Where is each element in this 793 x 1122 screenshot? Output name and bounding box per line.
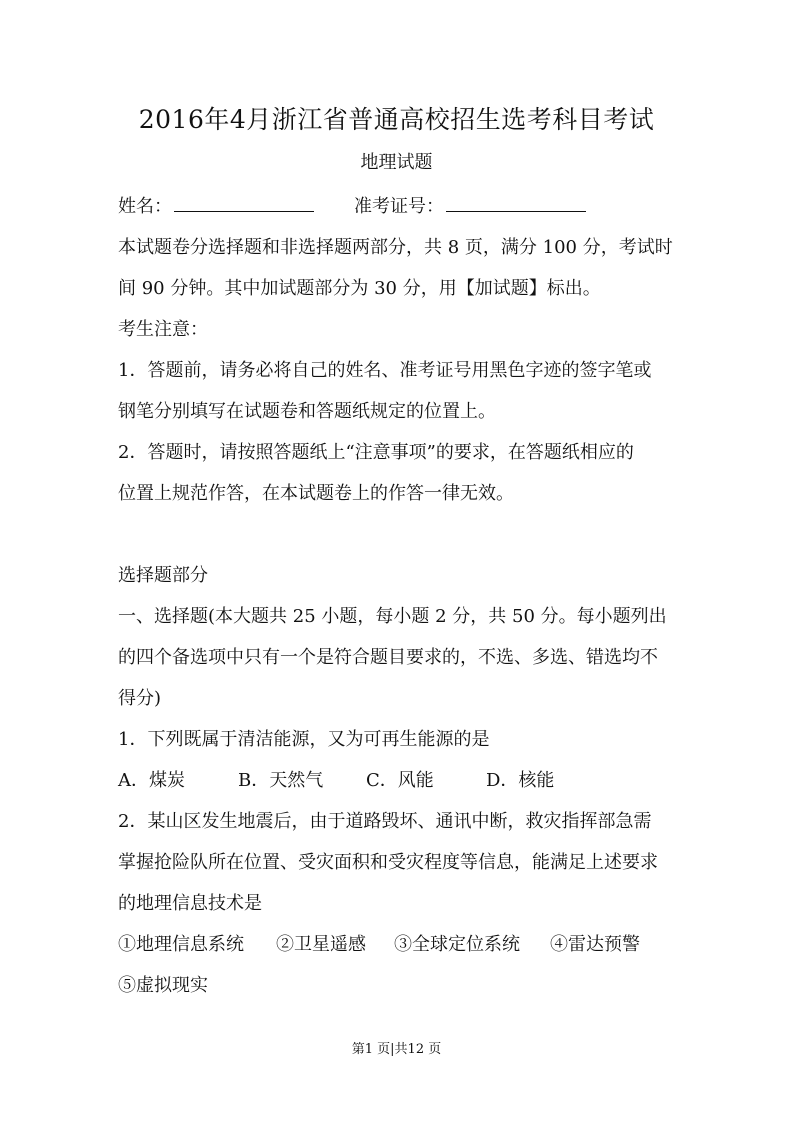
section-instruction-line-1: 一、选择题(本大题共 25 小题，每小题 2 分，共 50 分。每小题列出 — [118, 606, 667, 627]
intro-line-1: 本试题卷分选择题和非选择题两部分，共 8 页，满分 100 分，考试时 — [118, 237, 673, 258]
question-2-choices — [118, 924, 678, 965]
question-2-stem-line-1: 2．某山区发生地震后，由于道路毁坏、通讯中断，救灾指挥部急需 — [118, 811, 652, 832]
option-b: B．天然气 — [238, 770, 324, 791]
exam-title: 2016年4月浙江省普通高校招生选考科目考试 — [138, 105, 655, 134]
name-blank — [174, 191, 314, 212]
option-a: A．煤炭 — [118, 770, 185, 791]
choice-3: ③全球定位系统 — [394, 934, 520, 955]
choice-4: ④雷达预警 — [550, 934, 640, 955]
notice-item-1-line-2: 钢笔分别填写在试题卷和答题纸规定的位置上。 — [118, 401, 496, 422]
section-instruction-line-2: 的四个备选项中只有一个是符合题目要求的，不选、多选、错选均不 — [118, 647, 658, 668]
choice-1: ①地理信息系统 — [118, 934, 244, 955]
question-2-stem-line-3: 的地理信息技术是 — [118, 893, 262, 914]
notice-heading: 考生注意： — [118, 319, 208, 340]
choice-2: ②卫星遥感 — [276, 934, 366, 955]
exam-id-label: 准考证号： — [354, 196, 444, 217]
option-c: C．风能 — [366, 770, 434, 791]
section-heading: 选择题部分 — [118, 565, 208, 586]
exam-subtitle: 地理试题 — [360, 152, 433, 173]
question-1-stem: 1．下列既属于清洁能源，又为可再生能源的是 — [118, 729, 490, 750]
intro-line-2: 间 90 分钟。其中加试题部分为 30 分，用【加试题】标出。 — [118, 278, 601, 299]
exam-body — [118, 186, 678, 1006]
section-instruction-line-3: 得分) — [118, 688, 162, 709]
option-d: D．核能 — [486, 770, 555, 791]
question-1-options — [118, 760, 678, 801]
choice-5: ⑤虚拟现实 — [118, 975, 208, 996]
question-2-stem-line-2: 掌握抢险队所在位置、受灾面积和受灾程度等信息，能满足上述要求 — [118, 852, 658, 873]
notice-item-2-line-1: 2．答题时，请按照答题纸上“注意事项”的要求，在答题纸相应的 — [118, 442, 634, 463]
notice-item-2-line-2: 位置上规范作答，在本试题卷上的作答一律无效。 — [118, 483, 514, 504]
exam-id-blank — [446, 191, 586, 212]
page-footer: 第1 页|共12 页 — [351, 1042, 442, 1057]
name-label: 姓名： — [118, 196, 172, 217]
candidate-fields — [118, 186, 678, 227]
notice-item-1-line-1: 1．答题前，请务必将自己的姓名、准考证号用黑色字迹的签字笔或 — [118, 360, 652, 381]
